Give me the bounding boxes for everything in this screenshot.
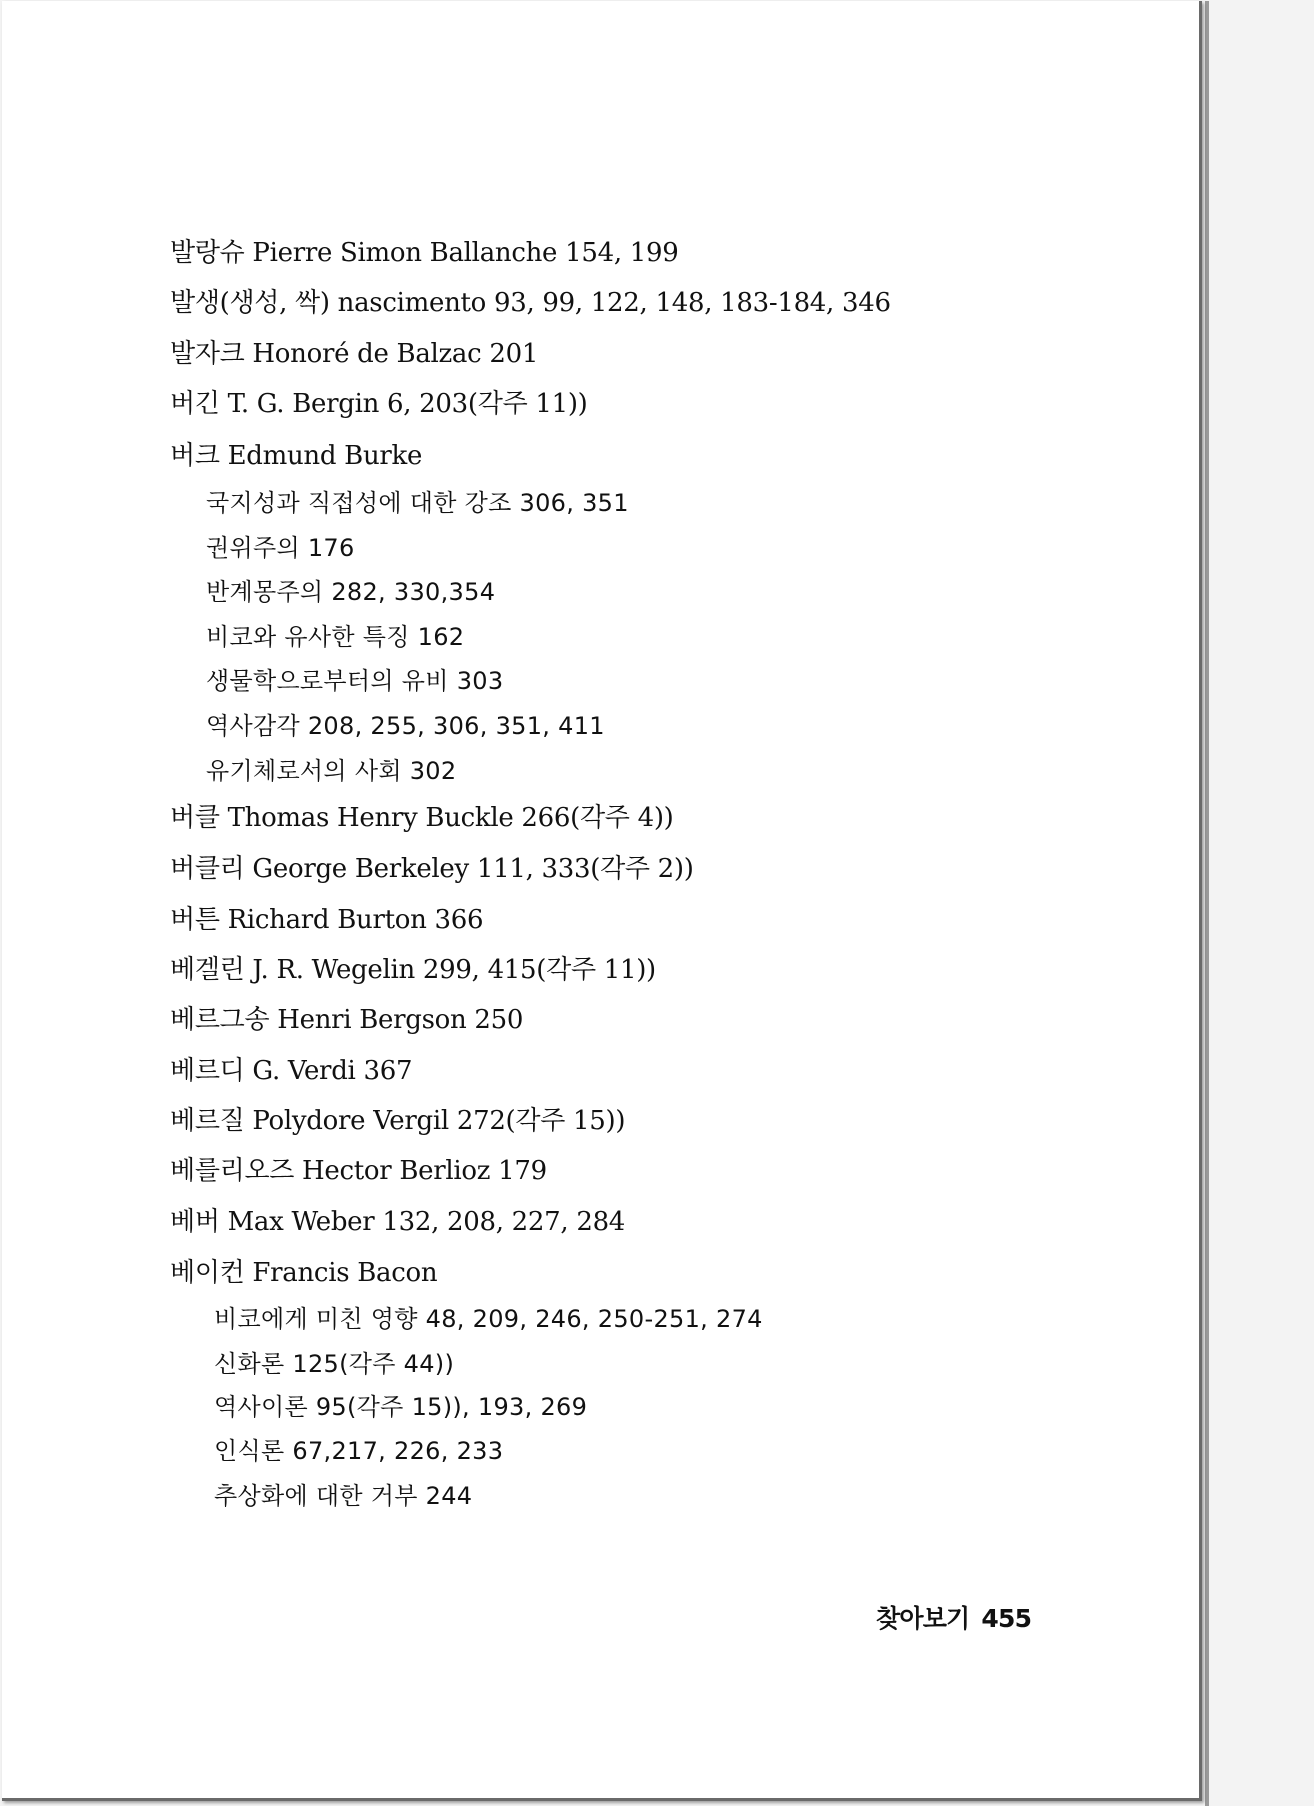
- index-entry: 버크 Edmund Burke: [170, 441, 423, 471]
- book-page: [2, 1, 1202, 1801]
- index-subentry: 권위주의 176: [206, 534, 355, 562]
- running-footer-title: 찾아보기: [876, 1604, 970, 1633]
- index-subentry: 인식론 67,217, 226, 233: [214, 1437, 504, 1465]
- index-entry: 버튼 Richard Burton 366: [170, 905, 484, 935]
- index-entry: 버긴 T. G. Bergin 6, 203(각주 11)): [170, 389, 588, 419]
- index-entry: 베버 Max Weber 132, 208, 227, 284: [170, 1207, 626, 1237]
- index-subentry: 국지성과 직접성에 대한 강조 306, 351: [206, 489, 629, 517]
- index-subentry: 반계몽주의 282, 330,354: [206, 578, 496, 606]
- index-subentry: 신화론 125(각주 44)): [214, 1350, 455, 1378]
- index-entry: 버클 Thomas Henry Buckle 266(각주 4)): [170, 803, 674, 833]
- index-subentry: 비코와 유사한 특징 162: [206, 623, 465, 651]
- index-subentry: 추상화에 대한 거부 244: [214, 1482, 473, 1510]
- index-entry: 버클리 George Berkeley 111, 333(각주 2)): [170, 854, 694, 884]
- page-number: 455: [981, 1604, 1032, 1633]
- page-footer: [876, 1599, 1031, 1635]
- page-edge: [1205, 1, 1209, 1806]
- index-entry: 베이컨 Francis Bacon: [170, 1258, 438, 1288]
- index-entry: 베를리오즈 Hector Berlioz 179: [170, 1156, 547, 1186]
- index-entry: 베르그송 Henri Bergson 250: [170, 1005, 524, 1035]
- index-entry: 베르디 G. Verdi 367: [170, 1056, 413, 1086]
- index-subentry: 역사이론 95(각주 15)), 193, 269: [214, 1393, 588, 1421]
- index-entry: 발생(생성, 싹) nascimento 93, 99, 122, 148, 183-184, 346: [170, 288, 891, 318]
- index-subentry: 비코에게 미친 영향 48, 209, 246, 250-251, 274: [214, 1305, 763, 1333]
- index-entry: 발자크 Honoré de Balzac 201: [170, 339, 539, 369]
- index-subentry: 생물학으로부터의 유비 303: [206, 667, 504, 695]
- index-subentry: 유기체로서의 사회 302: [206, 757, 457, 785]
- index-entry: 베겔린 J. R. Wegelin 299, 415(각주 11)): [170, 955, 656, 985]
- index-entry: 베르질 Polydore Vergil 272(각주 15)): [170, 1106, 626, 1136]
- index-subentry: 역사감각 208, 255, 306, 351, 411: [206, 712, 605, 740]
- index-entry: 발랑슈 Pierre Simon Ballanche 154, 199: [170, 238, 679, 268]
